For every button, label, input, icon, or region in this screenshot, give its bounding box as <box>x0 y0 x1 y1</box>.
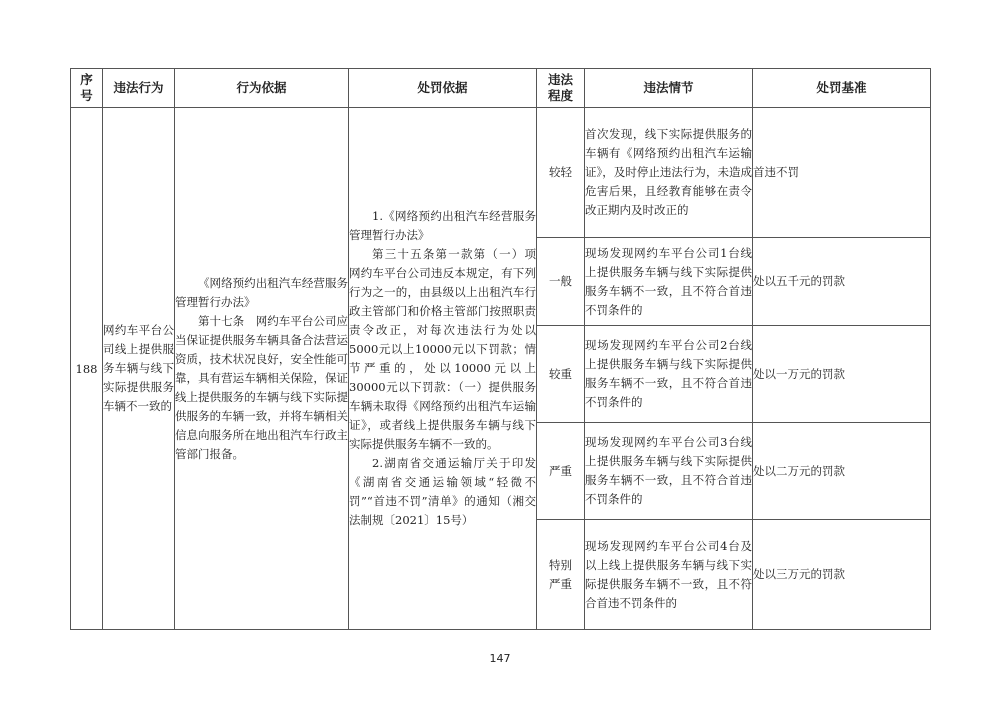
header-conduct-basis: 行为依据 <box>175 69 349 108</box>
standard-cell: 首违不罚 <box>753 108 931 238</box>
page-number: 147 <box>489 652 511 665</box>
degree-cell: 较轻 <box>537 108 585 238</box>
circumstances-cell: 现场发现网约车平台公司2台线上提供服务车辆与线下实际提供服务车辆不一致，且不符合首违不罚条件的 <box>585 326 753 423</box>
standard-cell: 处以三万元的罚款 <box>753 520 931 630</box>
table-row <box>71 108 931 238</box>
circumstances-cell: 现场发现网约车平台公司4台及以上线上提供服务车辆与线下实际提供服务车辆不一致，且不符合首违不罚条件的 <box>585 520 753 630</box>
penalty-basis-article: 第三十五条第一款第（一）项 网约车平台公司违反本规定，有下列行为之一的，由县级以上出租汽车行政主管部门和价格主管部门按照职责责令改正，对每次违法行为处以5000元以上10000元以下罚款；情节严重的，处以10000元以上30000元以下罚款：（一）提供服务车辆未取得《网络预约出租汽车运输证》，或者线上提供服务车辆与线下实际提供服务车辆不一致的。 <box>349 247 548 451</box>
header-violation: 违法行为 <box>103 69 175 108</box>
header-penalty-basis: 处罚依据 <box>349 69 537 108</box>
penalty-basis-cell <box>349 108 548 630</box>
violation-cell: 网约车平台公司线上提供服务车辆与线下实际提供服务车辆不一致的 <box>103 108 175 630</box>
penalty-basis-item-1: 1.《网络预约出租汽车经营服务管理暂行办法》 <box>349 209 536 242</box>
header-degree: 违法程度 <box>537 69 585 108</box>
standard-cell: 处以一万元的罚款 <box>753 326 931 423</box>
penalty-standard-table <box>70 68 931 630</box>
conduct-basis-article: 第十七条 网约车平台公司应当保证提供服务车辆具备合法营运资质，技术状况良好，安全性能可靠，具有营运车辆相关保险，保证线上提供服务的车辆与线下实际提供服务的车辆一致，并将车辆相关信息向服务所在地出租汽车行政主管部门报备。 <box>175 313 348 461</box>
degree-cell: 一般 <box>537 238 585 326</box>
circumstances-cell: 现场发现网约车平台公司1台线上提供服务车辆与线下实际提供服务车辆不一致，且不符合首违不罚条件的 <box>585 238 753 326</box>
row-seq: 188 <box>71 108 103 630</box>
header-row <box>71 69 931 108</box>
conduct-basis-cell <box>175 108 349 630</box>
degree-cell: 较重 <box>537 326 585 423</box>
header-circumstances: 违法情节 <box>585 69 753 108</box>
standard-cell: 处以二万元的罚款 <box>753 423 931 520</box>
standard-cell: 处以五千元的罚款 <box>753 238 931 326</box>
conduct-basis-title: 《网络预约出租汽车经营服务管理暂行办法》 <box>175 275 348 309</box>
circumstances-cell: 现场发现网约车平台公司3台线上提供服务车辆与线下实际提供服务车辆不一致，且不符合首违不罚条件的 <box>585 423 753 520</box>
penalty-basis-item-2: 2.湖南省交通运输厅关于印发《湖南省交通运输领域“轻微不罚”“首违不罚”清单》的通知（湘交法制规〔2021〕15号） <box>349 456 536 527</box>
degree-cell: 严重 <box>537 423 585 520</box>
degree-cell: 特别严重 <box>537 520 585 630</box>
header-seq: 序号 <box>71 69 103 108</box>
header-standard: 处罚基准 <box>753 69 931 108</box>
circumstances-cell: 首次发现，线下实际提供服务的车辆有《网络预约出租汽车运输证》，及时停止违法行为，未造成危害后果，且经教育能够在责令改正期内及时改正的 <box>585 108 753 238</box>
